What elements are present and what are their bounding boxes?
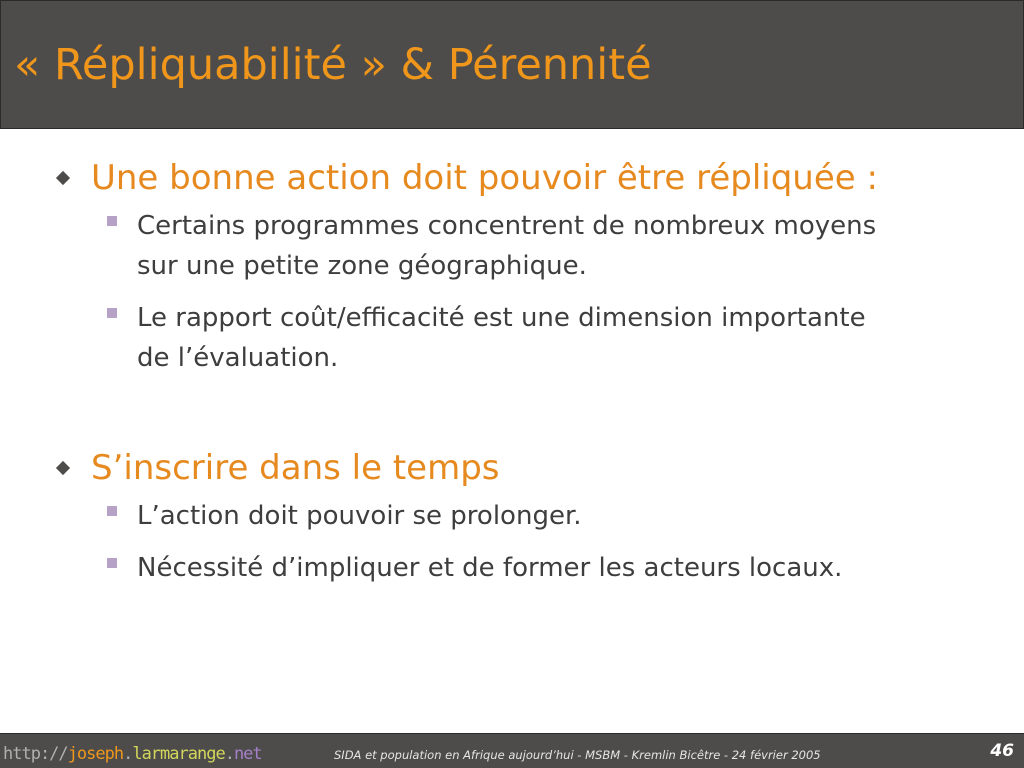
- section-heading: S’inscrire dans le temps: [91, 448, 500, 488]
- url-part-joseph: joseph: [67, 744, 124, 764]
- bullet-text: Certains programmes concentrent de nombreux moyens sur une petite zone géographique.: [137, 211, 877, 281]
- url-part-protocol: http://: [3, 744, 68, 764]
- bullet-text: L’action doit pouvoir se prolonger.: [137, 501, 582, 531]
- section-sustainability: [0, 446, 1024, 600]
- footer-caption: SIDA et population en Afrique aujourd’hui - MSBM - Kremlin Bicêtre - 24 février 2005: [334, 748, 821, 762]
- level2-bullet-item: [0, 298, 1024, 390]
- footer-bar: [0, 733, 1024, 768]
- diamond-bullet-icon: [56, 461, 70, 475]
- square-bullet-icon: [107, 308, 117, 318]
- level2-bullet-item: [0, 206, 1024, 298]
- level1-bullet-item: [0, 156, 1024, 206]
- level1-bullet-item: [0, 446, 1024, 496]
- bullet-text: Le rapport coût/efficacité est une dimension importante de l’évaluation.: [137, 303, 866, 373]
- square-bullet-icon: [107, 506, 117, 516]
- url-part-dot: .: [123, 744, 133, 764]
- square-bullet-icon: [107, 216, 117, 226]
- url-part-dot: .: [224, 744, 234, 764]
- footer-url[interactable]: [3, 743, 262, 765]
- slide-title: « Répliquabilité » & Pérennité: [14, 40, 652, 90]
- diamond-bullet-icon: [56, 171, 70, 185]
- level2-bullet-item: [0, 548, 1024, 600]
- url-part-net: net: [233, 744, 262, 764]
- url-part-larmarange: larmarange: [132, 744, 225, 764]
- page-number: 46: [990, 741, 1014, 761]
- section-heading: Une bonne action doit pouvoir être répliquée :: [91, 158, 878, 198]
- section-replicable: [0, 156, 1024, 390]
- level2-bullet-item: [0, 496, 1024, 548]
- bullet-text: Nécessité d’impliquer et de former les acteurs locaux.: [137, 553, 843, 583]
- title-bar: [0, 0, 1024, 129]
- square-bullet-icon: [107, 558, 117, 568]
